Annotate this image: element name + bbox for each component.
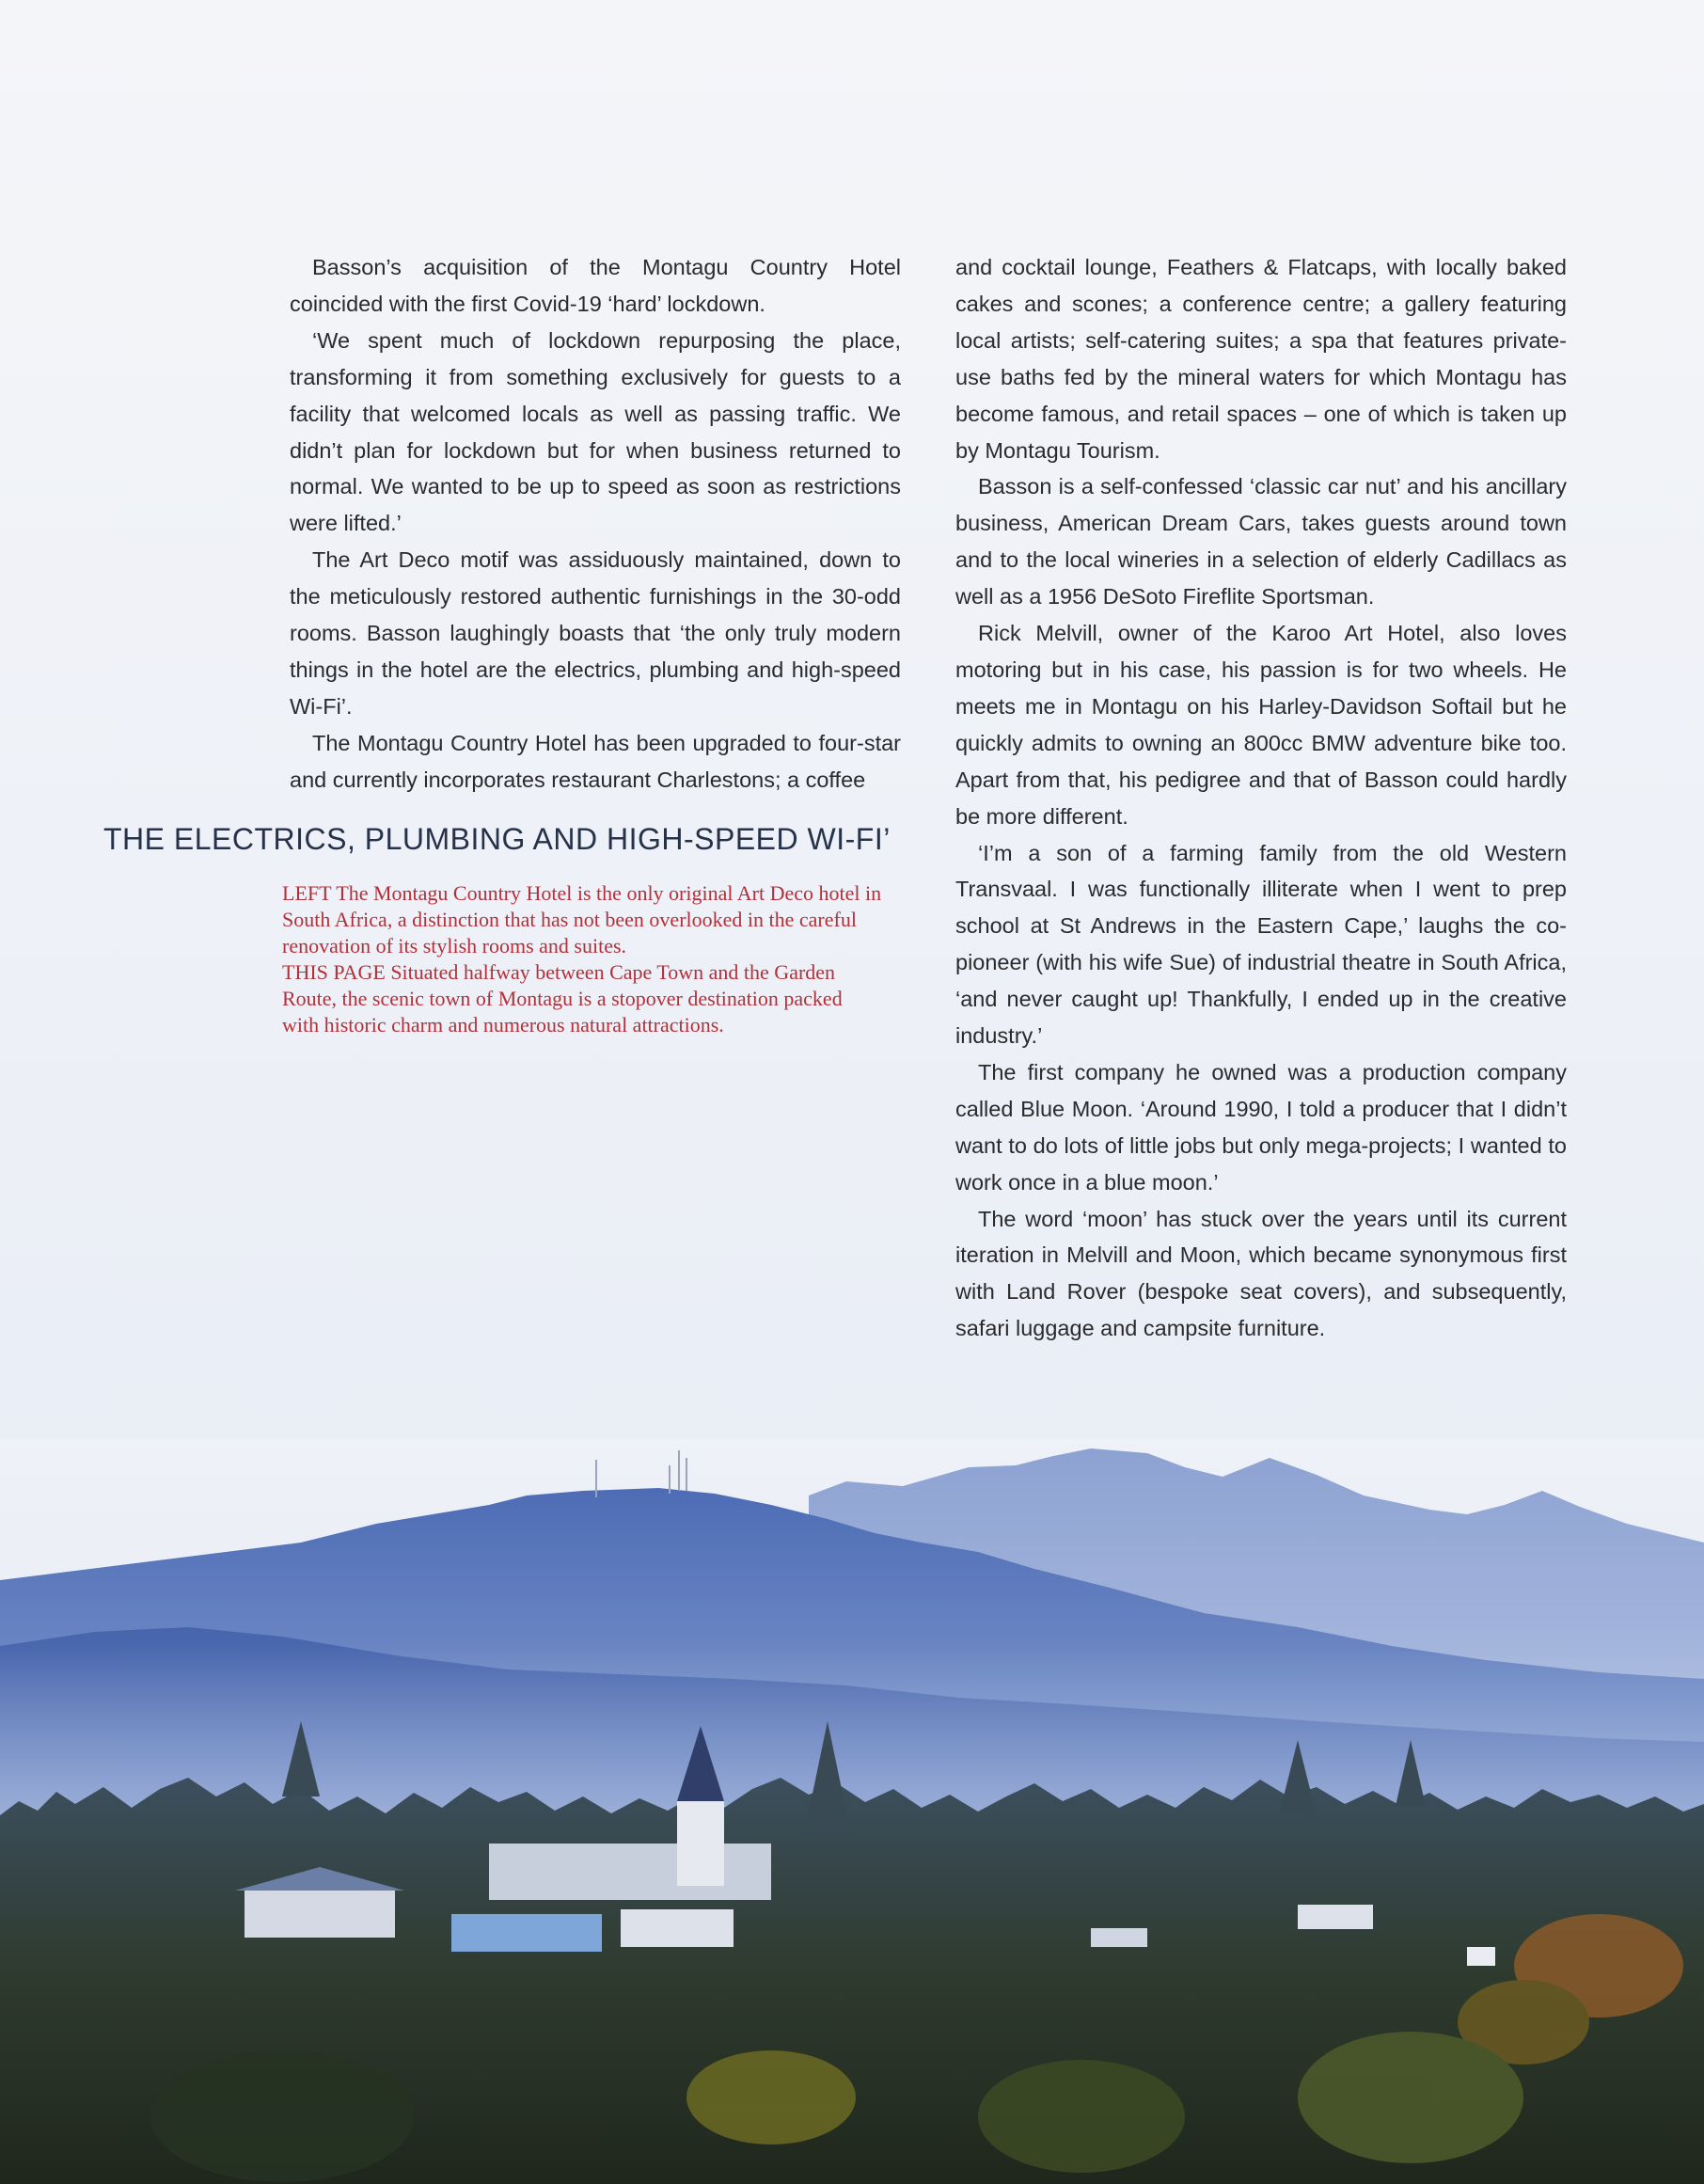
paragraph: The Montagu Country Hotel has been upgraded to four-star and currently incorporates restaurant Charlestons; a coffee	[290, 730, 901, 792]
paragraph: The first company he owned was a production company called Blue Moon. ‘Around 1990, I told a producer that I didn’t want to do lots of little jobs but only mega-projects; I wanted to work once in a blue moon.’	[955, 1059, 1567, 1195]
paragraph: Rick Melvill, owner of the Karoo Art Hotel, also loves motoring but in his case, his passion is for two wheels. He meets me in Montagu on his Harley-Davidson Softail but he quickly admits to owning an 800cc BMW adventure bike too. Apart from that, his pedigree and that of Basson could hardly be more different.	[955, 621, 1567, 829]
landscape-photo	[0, 1439, 1704, 2184]
paragraph: ‘I’m a son of a farming family from the old Western Transvaal. I was functionally illiterate when I went to prep school at St Andrews in the Eastern Cape,’ laughs the co-pioneer (with his wife Sue) of industrial theatre in South Africa, ‘and never caught up! Thankfully, I ended up in the creative industry.’	[955, 840, 1567, 1049]
paragraph: Basson is a self-confessed ‘classic car nut’ and his ancillary business, American Dream Cars, takes guests around town and to the local wineries in a selection of elderly Cadillacs as well as a 1956 DeSoto Fireflite Sportsman.	[955, 474, 1567, 609]
paragraph: Basson’s acquisition of the Montagu Country Hotel coincided with the first Covid-19 ‘hard’ lockdown.	[290, 255, 901, 316]
pull-quote: THE ELECTRICS, PLUMBING AND HIGH-SPEED WI-FI’	[103, 822, 891, 856]
photo-caption	[282, 880, 884, 1038]
caption-this-page: THIS PAGE Situated halfway between Cape Town and the Garden Route, the scenic town of Montagu is a stopover destination packed with historic charm and numerous natural attractions.	[282, 960, 843, 1037]
paragraph: and cocktail lounge, Feathers & Flatcaps, with locally baked cakes and scones; a conference centre; a gallery featuring local artists; self-catering suites; a spa that features private-use baths fed by the mineral waters for which Montagu has become famous, and retail spaces – one of which is taken up by Montagu Tourism.	[955, 255, 1567, 463]
paragraph: The Art Deco motif was assiduously maintained, down to the meticulously restored authentic furnishings in the 30-odd rooms. Basson laughingly boasts that ‘the only truly modern things in the hotel are the electrics, plumbing and high-speed Wi-Fi’.	[290, 547, 901, 719]
caption-left: LEFT The Montagu Country Hotel is the only original Art Deco hotel in South Africa, a distinction that has not been overlooked in the careful renovation of its stylish rooms and suites.	[282, 881, 882, 957]
article-column-left	[290, 249, 901, 799]
paragraph: ‘We spent much of lockdown repurposing the place, transforming it from something exclusively for guests to a facility that welcomed locals as well as passing traffic. We didn’t plan for lockdown but for when business returned to normal. We wanted to be up to speed as soon as restrictions were lifted.’	[290, 327, 901, 536]
article-column-right	[955, 249, 1567, 1347]
paragraph: The word ‘moon’ has stuck over the years until its current iteration in Melvill and Moon, which became synonymous first with Land Rover (bespoke seat covers), and subsequently, safari luggage and campsite furniture.	[955, 1206, 1567, 1341]
